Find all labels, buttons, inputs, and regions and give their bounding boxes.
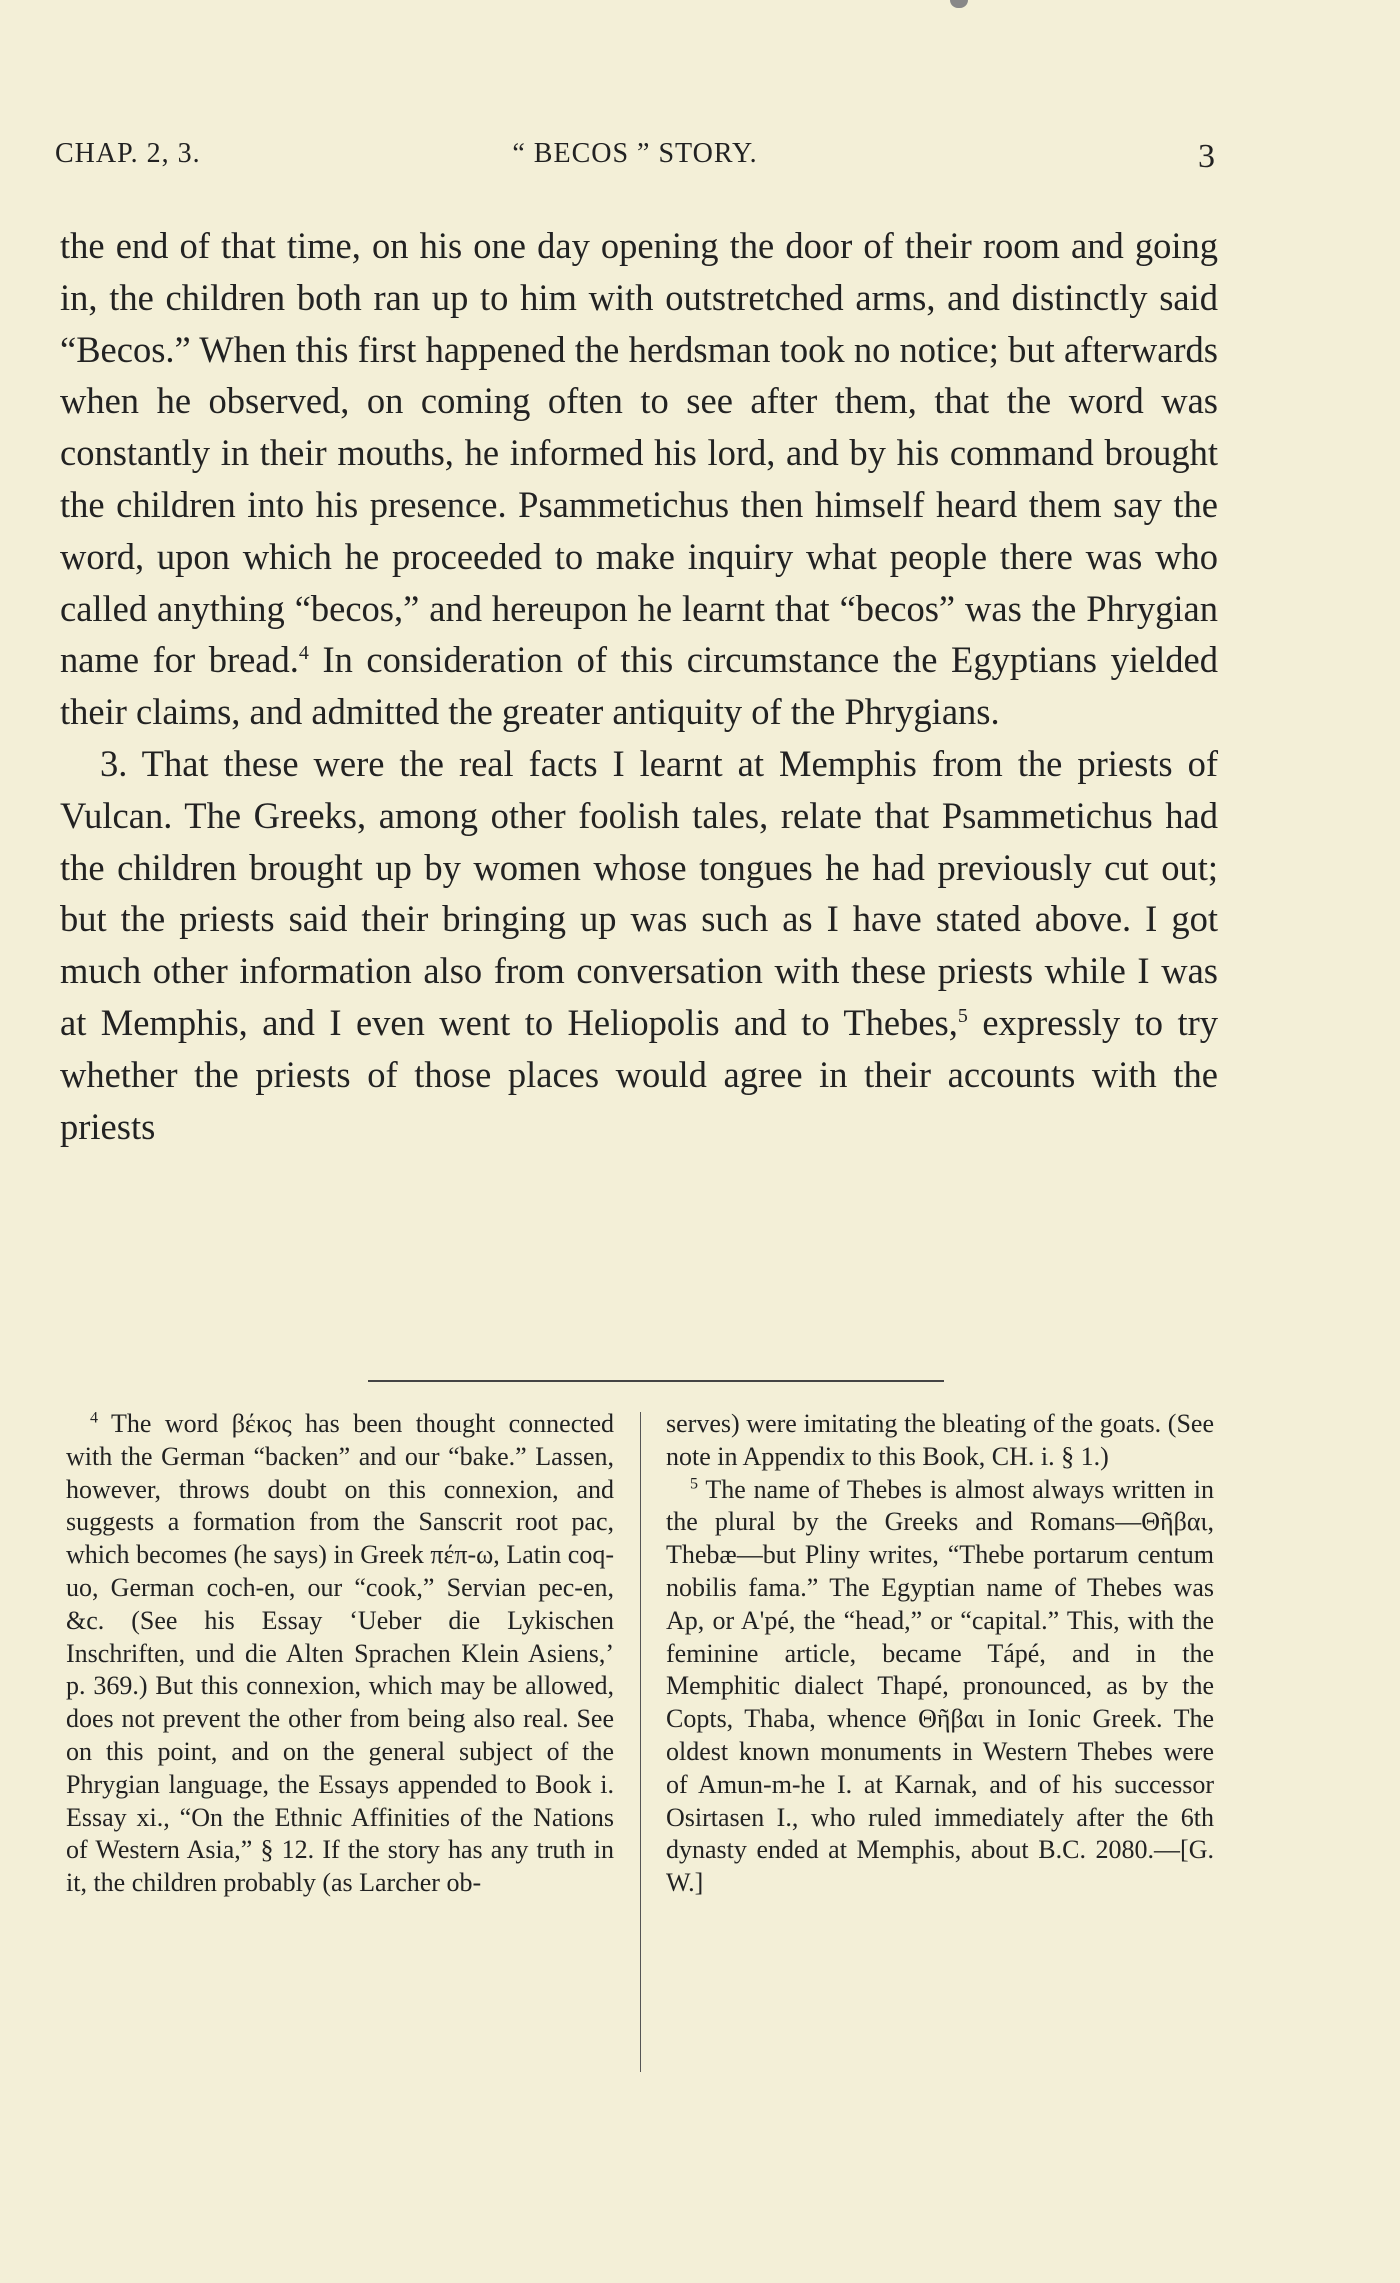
- footnote-4: [66, 1408, 614, 1900]
- footnote-ref-4: 4: [298, 642, 309, 665]
- footnote-5-mark: 5: [690, 1474, 698, 1492]
- running-title: “ BECOS ” STORY.: [512, 138, 758, 169]
- paragraph-2-text-b: expressly to try whether the priests of those places would agree in their accounts with the priests: [60, 1001, 1218, 1147]
- page-number: 3: [1198, 138, 1215, 175]
- paragraph-1-text-b: In consideration of this circumstance the Egyptians yielded their claims, and admitted the greater antiquity of the Phrygians.: [60, 639, 1218, 733]
- main-text: [60, 220, 1218, 1152]
- running-header: [55, 138, 1215, 188]
- paragraph-2-text-a: 3. That these were the real facts I learnt at Memphis from the priests of Vulcan. The Greeks, among other foolish tales, relate that Psammetichus had the children brought up by women whose tongues he had previously cut out; but the priests said their bringing up was such as I have stated above. I got much other information also from conversation with these priests while I was at Memphis, and I even went to Heliopolis and to Thebes,: [60, 742, 1218, 1043]
- paragraph-1: [60, 220, 1218, 738]
- footnote-column-left: [66, 1408, 614, 1900]
- footnote-4-text: The word βέκος has been thought connected with the German “backen” and our “bake.” Lassen, however, throws doubt on this connexion, and suggests a formation from the Sanscrit root pac, which becomes (he says) in Greek πέπ-ω, Latin coq-uo, German coch-en, our “cook,” Servian pec-en, &c. (See his Essay ‘Ueber die Lykischen Inschriften, und die Alten Sprachen Klein Asiens,’ p. 369.) But this connexion, which may be allowed, does not prevent the other from being also real. See on this point, and on the general subject of the Phrygian language, the Essays appended to Book i. Essay xi., “On the Ethnic Affinities of the Nations of Western Asia,” § 12. If the story has any truth in it, the children probably (as Larcher ob-: [66, 1409, 614, 1898]
- page-edge-mark: [950, 0, 968, 8]
- footnote-5-text: The name of Thebes is almost always written in the plural by the Greeks and Romans—Θῆβαι, Thebæ—but Pliny writes, “Thebe portarum centum nobilis fama.” The Egyptian name of Thebes was Ap, or A'pé, the “head,” or “capital.” This, with the feminine article, became Tápé, and in the Memphitic dialect Thapé, pronounced, as by the Copts, Thaba, whence Θῆβαι in Ionic Greek. The oldest known monuments in Western Thebes were of Amun-m-he I. at Karnak, and of his successor Osirtasen I., who ruled immediately after the 6th dynasty ended at Memphis, about B.C. 2080.—[G. W.]: [666, 1474, 1214, 1898]
- footnote-4-mark: 4: [90, 1409, 98, 1427]
- footnote-divider: [368, 1380, 944, 1382]
- column-divider: [640, 1412, 641, 2072]
- footnote-4-continued: serves) were imitating the bleating of the goats. (See note in Appendix to this Book, CH. i. § 1.): [666, 1409, 1214, 1471]
- paragraph-1-text-a: the end of that time, on his one day opening the door of their room and going in, the children both ran up to him with outstretched arms, and distinctly said “Becos.” When this first happened the herdsman took no notice; but afterwards when he observed, on coming often to see after them, that the word was constantly in their mouths, he informed his lord, and by his command brought the children into his presence. Psammetichus then himself heard them say the word, upon which he proceeded to make inquiry what people there was who called anything “becos,” and hereupon he learnt that “becos” was the Phrygian name for bread.: [60, 225, 1218, 681]
- footnote-5: [666, 1474, 1214, 1900]
- footnotes: [66, 1408, 1218, 2088]
- chapter-reference: CHAP. 2, 3.: [55, 138, 201, 169]
- footnote-ref-5: 5: [957, 1004, 968, 1027]
- footnote-column-right: [666, 1408, 1214, 1900]
- paragraph-2: [60, 738, 1218, 1152]
